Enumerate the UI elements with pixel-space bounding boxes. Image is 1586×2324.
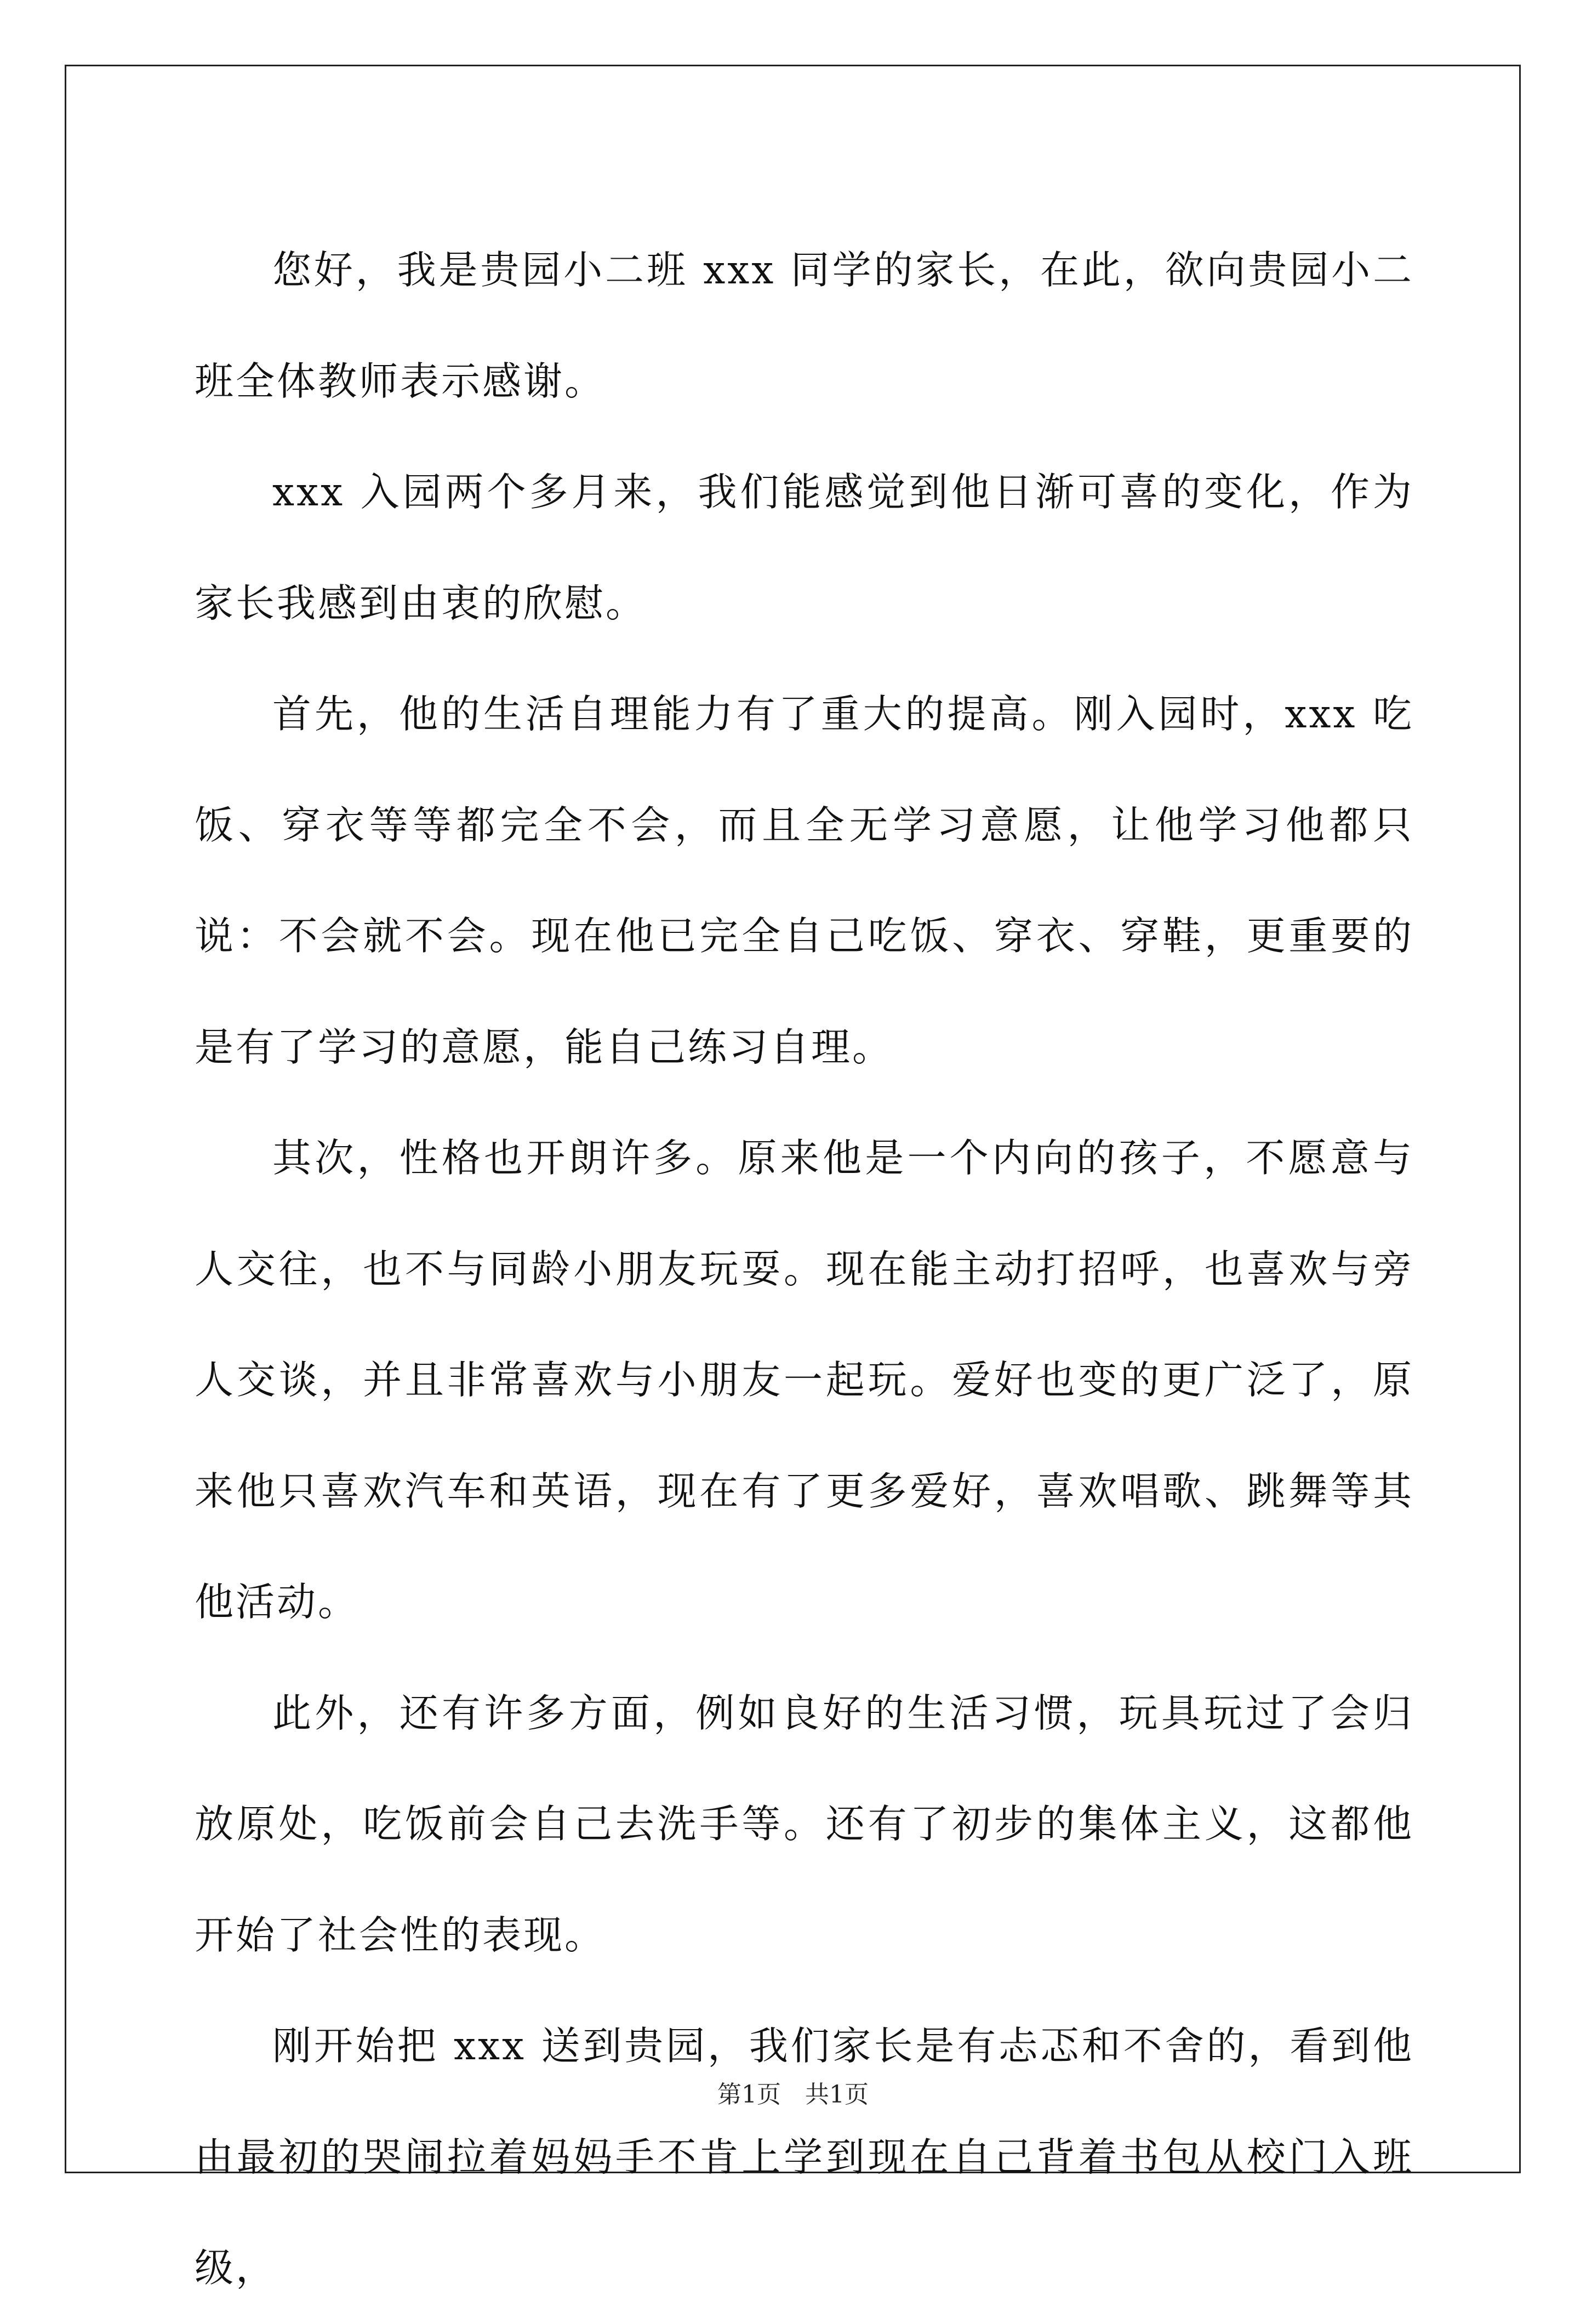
paragraph-self-care: 首先，他的生活自理能力有了重大的提高。刚入园时，xxx 吃饭、穿衣等等都完全不会，而且全无学习意愿，让他学习他都只说：不会就不会。现在他已完全自己吃饭、穿衣、穿鞋，更重要的是有了学习的意愿，能自己练习自理。	[195, 691, 1414, 1070]
paragraph-greeting: 您好，我是贵园小二班 xxx 同学的家长，在此，欲向贵园小二班全体教师表示感谢。	[195, 247, 1414, 404]
paragraph-beginning: 刚开始把 xxx 送到贵园，我们家长是有忐忑和不舍的，看到他由最初的哭闹拉着妈妈手不肯上学到现在自己背着书包从校门入班级，	[195, 2023, 1414, 2291]
page-number-footer: 第1页 共1页	[717, 2081, 869, 2109]
document-body	[195, 215, 1414, 2324]
paragraph-habits: 此外，还有许多方面，例如良好的生活习惯，玩具玩过了会归放原处，吃饭前会自己去洗手等。还有了初步的集体主义，这都他开始了社会性的表现。	[195, 1690, 1414, 1958]
paragraph-personality: 其次，性格也开朗许多。原来他是一个内向的孩子，不愿意与人交往，也不与同龄小朋友玩耍。现在能主动打招呼，也喜欢与旁人交谈，并且非常喜欢与小朋友一起玩。爱好也变的更广泛了，原来他只喜欢汽车和英语，现在有了更多爱好，喜欢唱歌、跳舞等其他活动。	[195, 1135, 1414, 1625]
paragraph-changes: xxx 入园两个多月来，我们能感觉到他日渐可喜的变化，作为家长我感到由衷的欣慰。	[195, 469, 1414, 626]
